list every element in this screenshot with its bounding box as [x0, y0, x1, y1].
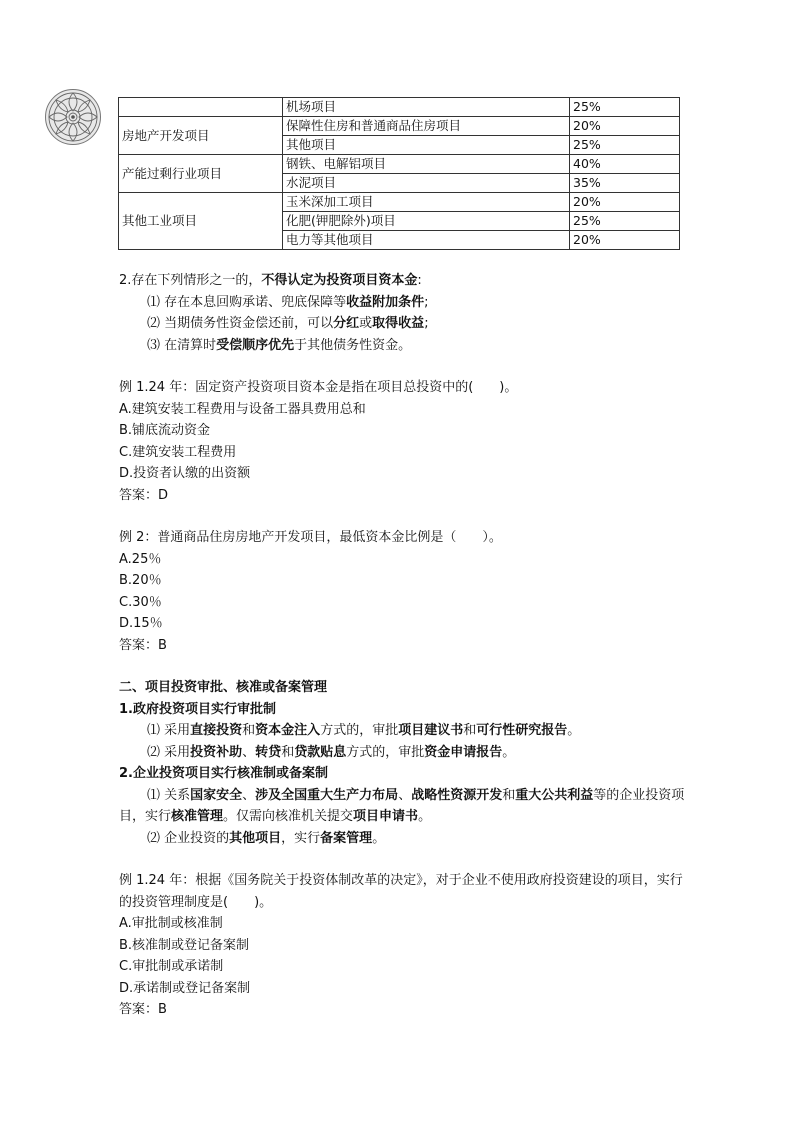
example-1-option-c: C.建筑安装工程费用 — [119, 444, 237, 460]
table-cell-item: 机场项目 — [283, 98, 570, 117]
bold-run: 分红 — [333, 316, 360, 331]
text-run: 。 — [418, 809, 432, 824]
example-1-answer: 答案：D — [119, 487, 169, 503]
bold-run: 项目建议书 — [398, 723, 464, 738]
spacer — [119, 849, 689, 870]
section-2-heading-1: 1.政府投资项目实行审批制 — [119, 701, 276, 717]
bold-run: 重大公共利益 — [515, 787, 594, 803]
bold-run: 不得认定为投资项目资本金 — [261, 273, 418, 288]
text-run: 。 — [372, 830, 386, 846]
bold-run: 其他项目 — [229, 830, 282, 846]
text-run: 方式的，审批 — [346, 744, 425, 760]
table-cell-ratio: 25% — [570, 212, 680, 231]
table-row — [119, 193, 680, 212]
text-run: ⑴ 采用 — [147, 723, 191, 738]
text-run: 。 — [567, 723, 581, 738]
text-run: ⑵ 企业投资的 — [147, 830, 230, 846]
example-3-option-c: C.审批制或承诺制 — [119, 959, 224, 974]
text-run: ⑵ 采用 — [147, 744, 191, 760]
text-run: 和 — [242, 723, 256, 738]
bold-run: 备案管理 — [320, 830, 373, 846]
section-2-heading-2: 2.企业投资项目实行核准制或备案制 — [119, 766, 328, 781]
table-row — [119, 117, 680, 136]
rule2-item-1 — [119, 292, 689, 314]
bold-run: 投资补助 — [190, 744, 243, 760]
bold-run: 转贷 — [255, 744, 282, 760]
text-run: ; — [424, 294, 429, 310]
bold-run: 战略性资源开发 — [411, 787, 503, 803]
text-run: 和 — [281, 744, 295, 760]
text-run: 和 — [502, 787, 516, 803]
table-cell-ratio: 20% — [570, 231, 680, 250]
table-cell-ratio: 35% — [570, 174, 680, 193]
text-run: 于其他债务性资金。 — [294, 337, 412, 353]
table-cell-ratio: 20% — [570, 193, 680, 212]
text-run: 、 — [242, 744, 256, 760]
text-run: 、 — [398, 787, 412, 803]
table-cell-ratio: 20% — [570, 117, 680, 136]
bold-run: 资本金注入 — [255, 723, 321, 738]
bold-run: 取得收益 — [372, 316, 425, 331]
example-2-question: 例 2：普通商品住房房地产开发项目，最低资本金比例是（ ）。 — [119, 530, 502, 545]
rule2-item-3 — [119, 335, 689, 357]
document-body — [119, 270, 689, 1021]
example-1-option-d: D.投资者认缴的出资额 — [119, 466, 251, 481]
text-run: ; — [424, 316, 429, 331]
table-cell-item: 玉米深加工项目 — [283, 193, 570, 212]
table-cell-item: 水泥项目 — [283, 174, 570, 193]
text-run: 等的企业投资项目，实行 — [119, 787, 685, 824]
section-2-point-1 — [119, 720, 689, 742]
text-run: ⑵ 当期债务性资金偿还前，可以 — [147, 316, 334, 331]
rule2-item-2 — [119, 313, 689, 335]
example-3-question: 例 1.24 年：根据《国务院关于投资体制改革的决定》，对于企业不使用政府投资建设的项目，实行的投资管理制度是( )。 — [119, 873, 683, 910]
table-cell-item: 化肥(钾肥除外)项目 — [283, 212, 570, 231]
example-2-answer: 答案：B — [119, 637, 167, 653]
text-run: 和 — [463, 723, 477, 738]
spacer — [119, 656, 689, 677]
table-cell-item: 其他项目 — [283, 136, 570, 155]
table-cell-ratio: 25% — [570, 98, 680, 117]
text-run: ⑶ 在清算时 — [147, 337, 217, 353]
spacer — [119, 506, 689, 527]
bold-run: 受偿顺序优先 — [216, 337, 295, 353]
text-run: 2.存在下列情形之一的， — [119, 273, 262, 288]
example-2-option-c: C.30％ — [119, 594, 162, 610]
table-row — [119, 155, 680, 174]
section-2-point-2 — [119, 742, 689, 764]
table-cell-category — [119, 98, 283, 117]
bold-run: 项目申请书 — [353, 809, 419, 824]
table-cell-item: 钢铁、电解铝项目 — [283, 155, 570, 174]
bold-run: 核准管理 — [171, 809, 224, 824]
rosette-logo-icon — [44, 88, 102, 146]
table-cell-category: 其他工业项目 — [119, 193, 283, 250]
rule2-intro — [119, 270, 689, 292]
text-run: 方式的，审批 — [320, 723, 399, 738]
bold-run: 可行性研究报告 — [476, 723, 568, 738]
spacer — [119, 356, 689, 377]
text-run: 。仅需向核准机关提交 — [223, 809, 354, 824]
section-2-point-4 — [119, 828, 689, 850]
example-3-option-d: D.承诺制或登记备案制 — [119, 980, 251, 996]
table-cell-ratio: 40% — [570, 155, 680, 174]
bold-run: 收益附加条件 — [346, 294, 425, 310]
table-cell-item: 保障性住房和普通商品住房项目 — [283, 117, 570, 136]
capital-ratio-table — [118, 97, 680, 250]
section-2-point-3 — [119, 785, 689, 828]
bold-run: 直接投资 — [190, 723, 243, 738]
bold-run: 资金申请报告 — [424, 744, 503, 760]
example-1-option-b: B.铺底流动资金 — [119, 423, 211, 438]
table-cell-item: 电力等其他项目 — [283, 231, 570, 250]
bold-run: 贷款贴息 — [294, 744, 347, 760]
text-run: ⑴ 存在本息回购承诺、兜底保障等 — [147, 294, 347, 310]
example-3-answer: 答案：B — [119, 1002, 167, 1017]
text-run: 或 — [359, 316, 373, 331]
table-row — [119, 98, 680, 117]
bold-run: 涉及全国重大生产力布局 — [255, 787, 399, 803]
text-run: : — [417, 273, 422, 288]
section-2-title: 二、项目投资审批、核准或备案管理 — [119, 680, 328, 695]
table-cell-category: 房地产开发项目 — [119, 117, 283, 155]
text-run: ，实行 — [281, 830, 321, 846]
table-cell-category: 产能过剩行业项目 — [119, 155, 283, 193]
bold-run: 国家安全 — [190, 787, 243, 803]
example-1-option-a: A.建筑安装工程费用与设备工器具费用总和 — [119, 401, 366, 417]
example-3-option-b: B.核准制或登记备案制 — [119, 937, 250, 953]
example-1-question: 例 1.24 年：固定资产投资项目资本金是指在项目总投资中的( )。 — [119, 380, 518, 395]
text-run: ⑴ 关系 — [147, 787, 191, 803]
example-2-option-a: A.25％ — [119, 551, 162, 567]
example-2-option-d: D.15％ — [119, 616, 163, 631]
example-2-option-b: B.20％ — [119, 573, 162, 588]
text-run: 、 — [242, 787, 256, 803]
example-3-option-a: A.审批制或核准制 — [119, 916, 223, 931]
table-cell-ratio: 25% — [570, 136, 680, 155]
text-run: 。 — [502, 744, 516, 760]
